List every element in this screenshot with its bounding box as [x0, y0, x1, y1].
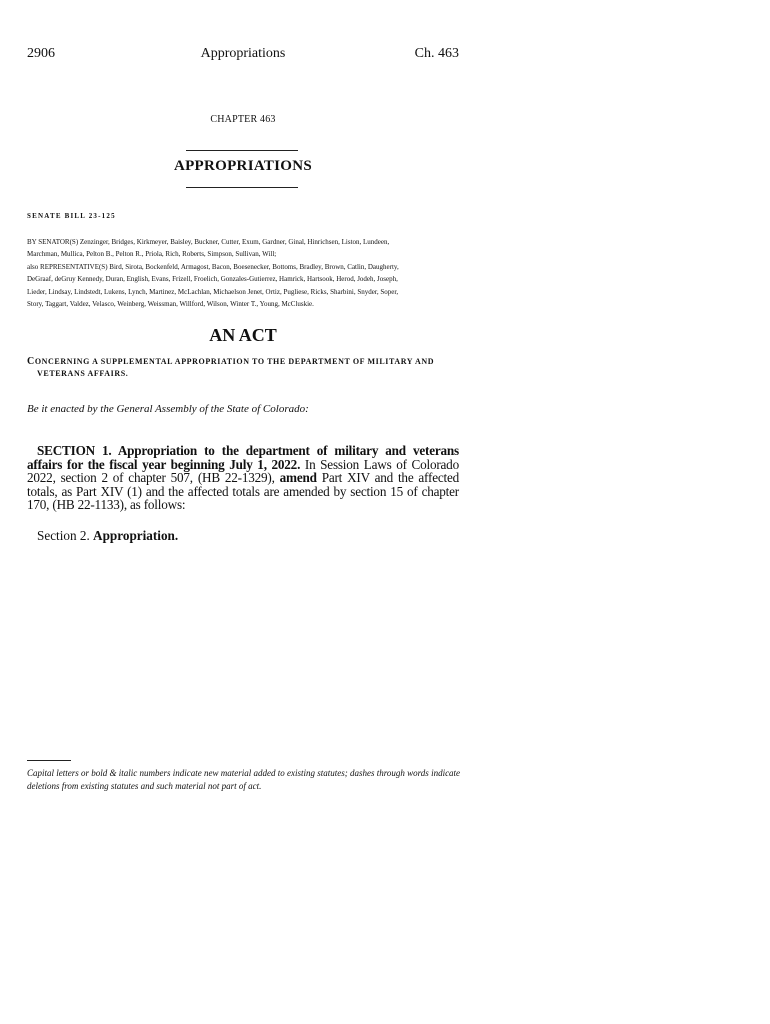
document-title: APPROPRIATIONS: [173, 158, 313, 174]
concerning-clause: [27, 356, 459, 380]
sponsors-line: also REPRESENTATIVE(S) Bird, Sirota, Bockenfeld, Armagost, Bacon, Boesenecker, Bottoms, Bradley, Brown, Catlin, Daugherty,: [27, 262, 399, 271]
sponsors-list: [27, 236, 459, 310]
section-1-heading: SECTION 1. Appropriation to the department of military and veterans affairs for the fiscal year beginning July 1, 2022.: [27, 443, 459, 472]
section-2-title: Appropriation.: [93, 528, 179, 543]
footnote-rule: [27, 760, 71, 761]
page-number: 2906: [27, 46, 55, 61]
chapter-reference: Ch. 463: [414, 46, 459, 61]
title-rule-bottom: [186, 187, 298, 188]
running-header: [27, 46, 459, 64]
title-rule-top: [186, 150, 298, 151]
section-2: [37, 528, 178, 544]
section-2-lead: Section 2.: [37, 528, 90, 543]
sponsors-line: Story, Taggart, Valdez, Velasco, Weinberg, Weissman, Willford, Wilson, Winter T., Young, McCluskie.: [27, 300, 314, 309]
sponsors-line: BY SENATOR(S) Zenzinger, Bridges, Kirkmeyer, Baisley, Buckner, Cutter, Exum, Gardner, Ginal, Hinrichsen, Liston, Lundeen,: [27, 238, 390, 246]
act-heading: AN ACT: [209, 325, 277, 345]
sponsors-line: Lieder, Lindsay, Lindstedt, Lukens, Lynch, Martinez, McLachlan, Michaelson Jenet, Ortiz, Pugliese, Ricks, Sharbini, Snyder, Soper,: [27, 287, 399, 296]
concerning-initial: C: [27, 356, 35, 367]
concerning-text-line2: VETERANS AFFAIRS.: [37, 369, 129, 378]
section-1-amend: amend: [279, 470, 317, 486]
running-title: Appropriations: [200, 46, 286, 61]
section-1-text-a: In Session Laws of Colorado 2022, section 2 of chapter 507, (HB 22-1329),: [27, 456, 459, 486]
sponsors-line: Marchman, Mullica, Pelton B., Pelton R., Priola, Rich, Roberts, Simpson, Sullivan, Will;: [27, 250, 277, 259]
section-1-text-b: Part XIV and the affected totals, as Part XIV (1) and the affected totals are amended by section 15 of chapter 170, (HB 22-1133), as follows:: [27, 470, 460, 513]
concerning-text: ONCERNING A SUPPLEMENTAL APPROPRIATION TO THE DEPARTMENT OF MILITARY AND: [34, 357, 435, 366]
bill-number: SENATE BILL 23-125: [27, 212, 116, 220]
footnote: Capital letters or bold & italic numbers indicate new material added to existing statutes; dashes through words indicate deletions from existing statutes and such material not part of act.: [27, 768, 461, 791]
sponsors-line: DeGraaf, deGruy Kennedy, Duran, English, Evans, Frizell, Froelich, Gonzales-Gutierrez, Hamrick, Hartsook, Herod, Jodeh, Joseph,: [27, 275, 398, 284]
section-1: [27, 444, 459, 512]
enacting-clause: Be it enacted by the General Assembly of the State of Colorado:: [27, 403, 309, 415]
chapter-label: CHAPTER 463: [210, 114, 276, 125]
